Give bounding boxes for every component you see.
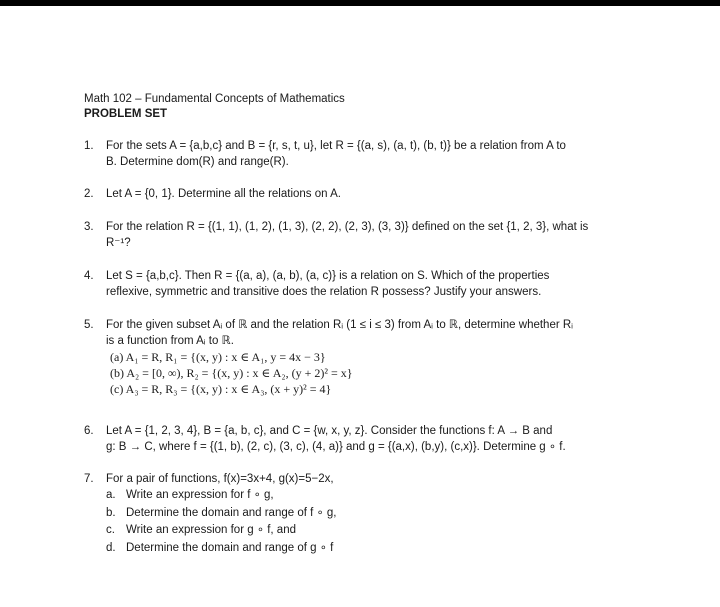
problem-text-line: B. Determine dom(R) and range(R). bbox=[106, 156, 289, 168]
subitem-d bbox=[106, 540, 644, 558]
problem-3 bbox=[84, 219, 644, 251]
problem-text-line: reflexive, symmetric and transitive does the relation R possess? Justify your answers. bbox=[106, 286, 542, 298]
subitem-a: (a) A₁ = R, R₁ = {(x, y) : x ∈ A₁, y = 4x − 3} bbox=[110, 350, 326, 364]
subitem-letter: d. bbox=[106, 541, 116, 554]
course-title: Math 102 – Fundamental Concepts of Mathematics bbox=[84, 93, 345, 105]
subitem-b: (b) A₂ = [0, ∞), R₂ = {(x, y) : x ∈ A₂, (y + 2)² = x} bbox=[110, 366, 353, 380]
problem-text-line: For a pair of functions, f(x)=3x+4, g(x)=5−2x, bbox=[106, 473, 334, 485]
problem-number: 7. bbox=[84, 473, 94, 485]
problem-2 bbox=[84, 186, 644, 202]
subitem-a bbox=[106, 487, 644, 505]
problem-text-line: R⁻¹? bbox=[106, 237, 131, 249]
subitem-b bbox=[106, 505, 644, 523]
subitem-text: Determine the domain and range of f ∘ g, bbox=[126, 506, 337, 519]
problem-set-title: PROBLEM SET bbox=[84, 108, 168, 120]
subitem-letter: a. bbox=[106, 489, 116, 501]
problem-number: 2. bbox=[84, 188, 94, 200]
subitem-letter: c. bbox=[106, 524, 115, 536]
problem-text-line: Let S = {a,b,c}. Then R = {(a, a), (a, b), (a, c)} is a relation on S. Which of the properties bbox=[106, 270, 550, 282]
problem-number: 5. bbox=[84, 319, 94, 331]
problem-number: 3. bbox=[84, 221, 94, 233]
problem-1 bbox=[84, 138, 644, 170]
subitem-c bbox=[106, 522, 644, 540]
problem-5 bbox=[84, 317, 644, 397]
document-page bbox=[84, 91, 644, 137]
problem-text-line: Let A = {1, 2, 3, 4}, B = {a, b, c}, and C = {w, x, y, z}. Consider the functions f: A → B and bbox=[106, 425, 553, 437]
problem-7 bbox=[84, 471, 644, 557]
problem-text-line: Let A = {0, 1}. Determine all the relations on A. bbox=[106, 188, 341, 200]
top-border bbox=[0, 0, 720, 6]
problem-text-line: For the relation R = {(1, 1), (1, 2), (1, 3), (2, 2), (2, 3), (3, 3)} defined on the set {1, 2, 3}, what is bbox=[106, 221, 589, 233]
subitem-letter: b. bbox=[106, 506, 116, 519]
subitem-text: Determine the domain and range of g ∘ f bbox=[126, 541, 334, 554]
problem-number: 4. bbox=[84, 270, 94, 282]
problem-number: 6. bbox=[84, 425, 94, 437]
problem-6 bbox=[84, 423, 644, 455]
subitem-text: Write an expression for g ∘ f, and bbox=[126, 524, 296, 536]
problem-text-line: is a function from Aᵢ to ℝ. bbox=[106, 335, 234, 347]
subitem-c: (c) A₃ = R, R₃ = {(x, y) : x ∈ A₃, (x + y)² = 4} bbox=[110, 382, 332, 396]
subitem-text: Write an expression for f ∘ g, bbox=[126, 489, 274, 501]
problem-text-line: g: B → C, where f = {(1, b), (2, c), (3, c), (4, a)} and g = {(a,x), (b,y), (c,x)}. Determine g ∘ f. bbox=[106, 441, 566, 453]
problem-number: 1. bbox=[84, 140, 94, 152]
problem-text-line: For the sets A = {a,b,c} and B = {r, s, t, u}, let R = {(a, s), (a, t), (b, t)} be a relation from A to bbox=[106, 140, 566, 152]
problem-text-line: For the given subset Aᵢ of ℝ and the relation Rᵢ (1 ≤ i ≤ 3) from Aᵢ to ℝ, determine whether Rᵢ bbox=[106, 319, 573, 331]
problem-4 bbox=[84, 268, 644, 300]
